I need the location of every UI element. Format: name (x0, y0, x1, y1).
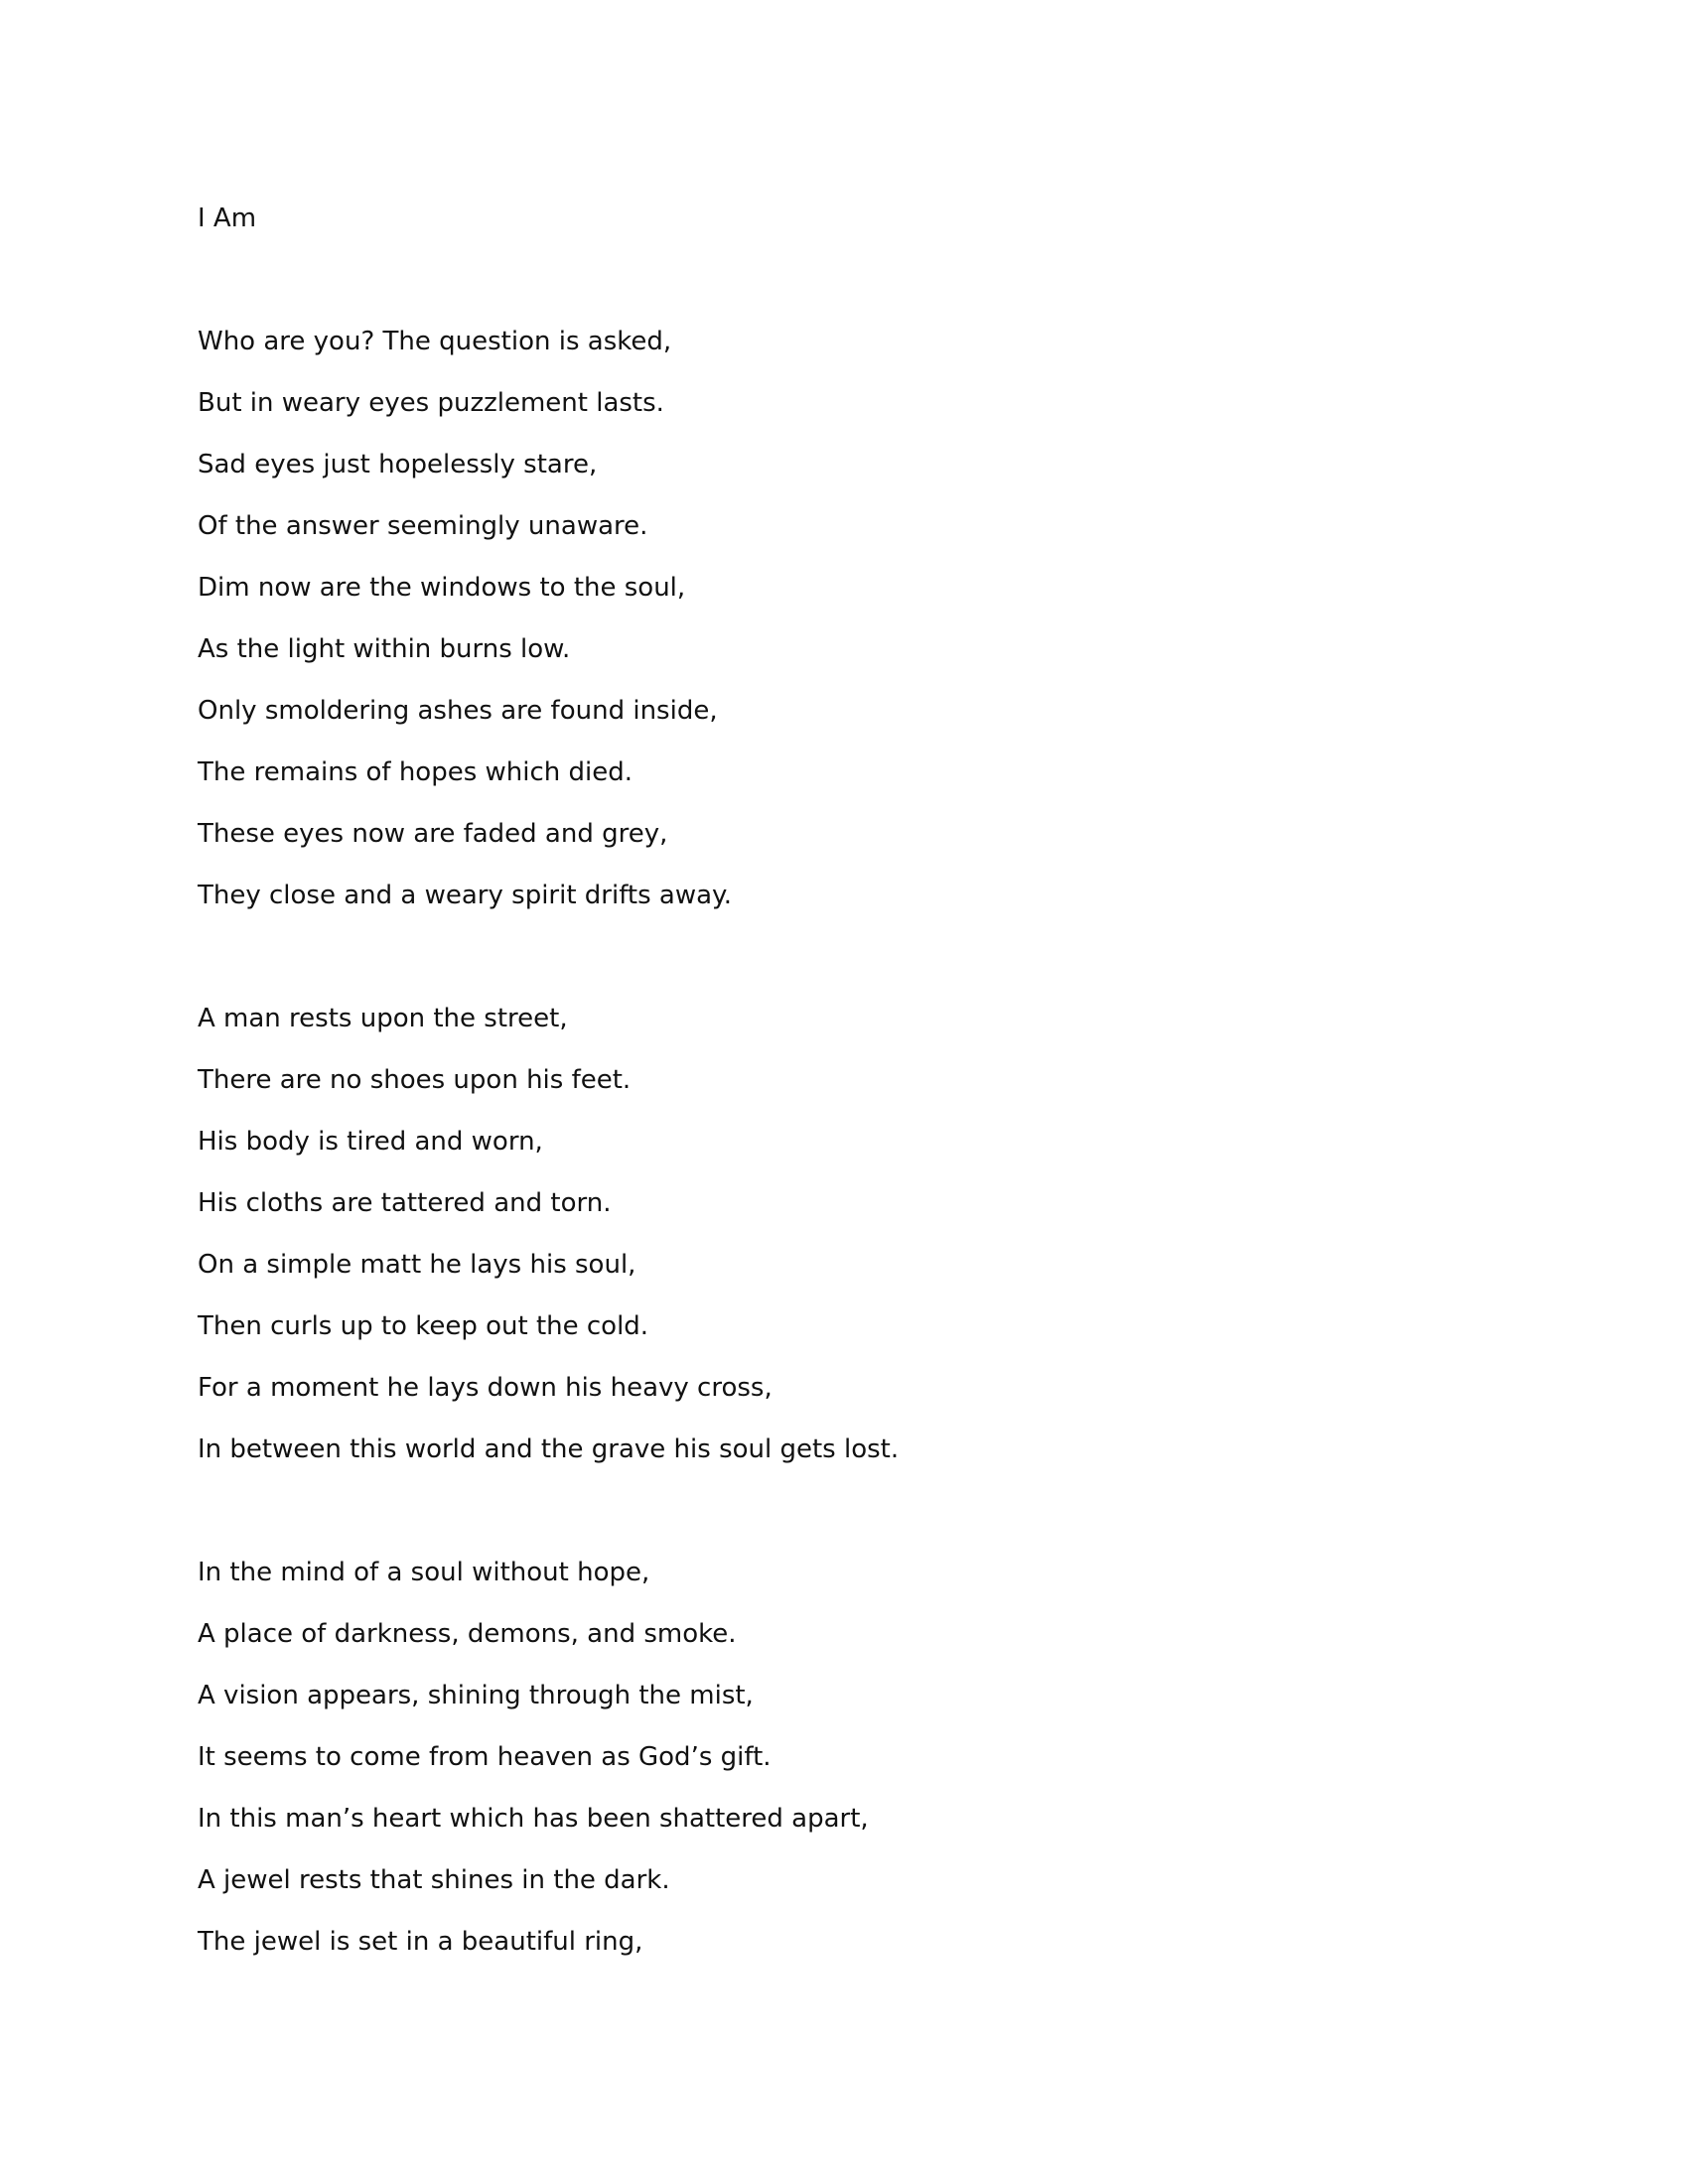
poem-line: As the light within burns low. (198, 634, 571, 664)
poem-line: On a simple matt he lays his soul, (198, 1250, 636, 1280)
poem-line: Only smoldering ashes are found inside, (198, 696, 718, 726)
poem-line: A man rests upon the street, (198, 1004, 568, 1033)
title-spacer (198, 240, 1488, 320)
poem-line: They close and a weary spirit drifts away. (198, 881, 732, 910)
poem-line: In between this world and the grave his soul gets lost. (198, 1434, 900, 1464)
poem-line: The remains of hopes which died. (198, 757, 633, 787)
poem-line: His body is tired and worn, (198, 1127, 543, 1157)
stanza-spacer (198, 1489, 1488, 1551)
stanza-spacer (198, 935, 1488, 997)
stanza-2 (198, 997, 1488, 1489)
poem-line: His cloths are tattered and torn. (198, 1188, 612, 1218)
poem-line: A place of darkness, demons, and smoke. (198, 1619, 737, 1649)
poem-line: Who are you? The question is asked, (198, 327, 672, 356)
poem-line: Then curls up to keep out the cold. (198, 1311, 649, 1341)
poem-line: Sad eyes just hopelessly stare, (198, 450, 598, 479)
poem-line: The jewel is set in a beautiful ring, (198, 1927, 643, 1957)
poem-line: These eyes now are faded and grey, (198, 819, 668, 849)
poem-line: There are no shoes upon his feet. (198, 1065, 632, 1095)
poem-line: In the mind of a soul without hope, (198, 1558, 650, 1587)
poem-line: It seems to come from heaven as God’s gift. (198, 1742, 772, 1772)
poem-line: In this man’s heart which has been shattered apart, (198, 1804, 869, 1834)
poem-title: I Am (198, 204, 257, 233)
poem-line: A vision appears, shining through the mist, (198, 1681, 754, 1710)
poem-body (198, 197, 1488, 1981)
poem-line: Dim now are the windows to the soul, (198, 573, 686, 603)
poem-line: Of the answer seemingly unaware. (198, 511, 648, 541)
poem-line: A jewel rests that shines in the dark. (198, 1865, 670, 1895)
stanza-3 (198, 1551, 1488, 1981)
poem-line: For a moment he lays down his heavy cross, (198, 1373, 773, 1403)
stanza-1 (198, 320, 1488, 935)
poem-line: But in weary eyes puzzlement lasts. (198, 388, 664, 418)
